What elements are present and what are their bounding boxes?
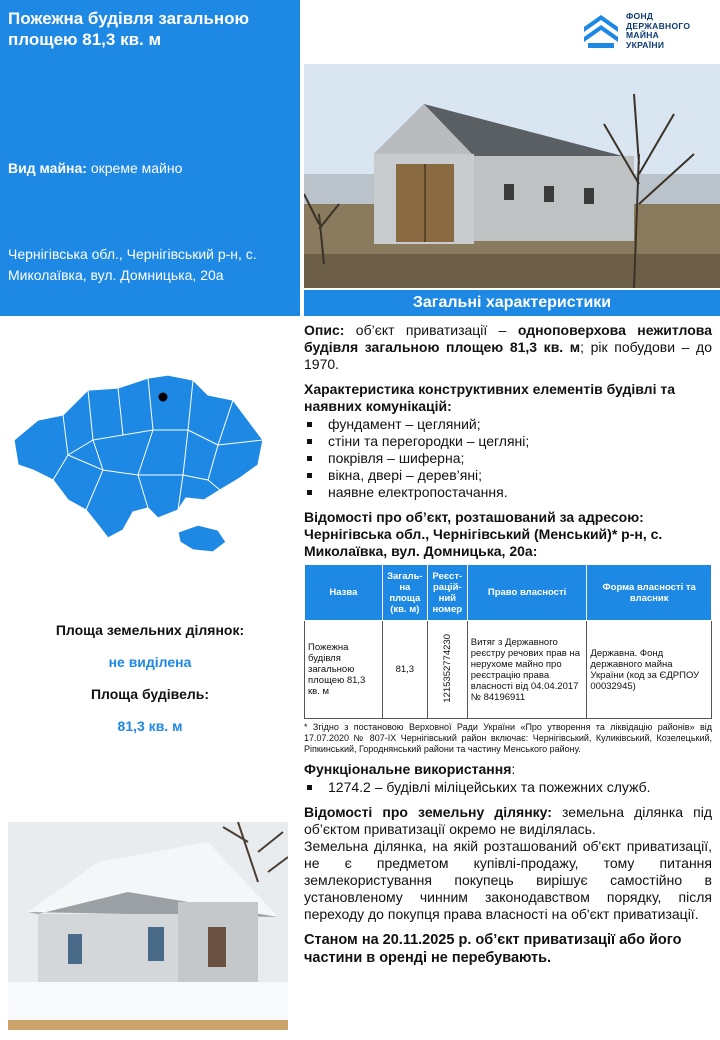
functional-list — [304, 779, 712, 796]
table-header-cell: Загаль-на площа (кв. м) — [382, 565, 427, 621]
property-address: Чернігівська обл., Чернігівський р-н, с. Миколаївка, вул. Домницька, 20а — [8, 246, 257, 283]
object-table — [304, 564, 712, 719]
land-summary — [8, 622, 292, 734]
land-plots-value: не виділена — [108, 654, 192, 670]
reg-number: 1215352774230 — [441, 633, 453, 703]
functional-heading — [304, 761, 712, 778]
list-item: 1274.2 – будівлі міліцейських та пожежних служб. — [304, 779, 712, 796]
land-info — [304, 804, 712, 838]
table-cell-owner: Державна. Фонд державного майна України (код за ЄДРПОУ 00032945) — [587, 621, 712, 719]
page-title: Пожежна будівля загальною площею 81,3 кв. м — [8, 9, 250, 49]
description-text-end: ; рік побудови – до 1970. — [304, 339, 712, 372]
fund-logo — [582, 12, 690, 50]
logo-line: УКРАЇНИ — [626, 39, 665, 50]
buildings-area-label: Площа будівель: — [90, 686, 210, 702]
table-cell-ownership: Витяг з Державного реєстру речових прав на нерухоме майно про реєстрацію права власності від 04.04.2017 № 84196911 — [467, 621, 587, 719]
list-item: фундамент – цегляний; — [304, 416, 712, 433]
land-info-text: земельна ділянка під об’єктом приватизації окремо не виділялась. — [304, 804, 712, 837]
object-info-heading — [304, 509, 712, 560]
lease-status: Станом на 20.11.2025 р. об’єкт приватизації або його частини в оренді не перебувають. — [304, 932, 682, 966]
land-info-label: Відомості про земельну ділянку: — [304, 804, 552, 820]
logo-line: ДЕРЖАВНОГО — [626, 20, 691, 31]
property-kind — [8, 160, 182, 176]
main-content — [304, 322, 712, 967]
constructive-heading: Характеристика конструктивних елементів будівлі та наявних комунікацій: — [304, 381, 675, 414]
header-panel — [0, 0, 300, 316]
land-plots-label: Площа земельних ділянок: — [55, 622, 245, 638]
fund-logo-text — [626, 12, 690, 50]
property-kind-value: окреме майно — [86, 160, 183, 176]
functional-heading-text: Функціональне використання — [304, 761, 512, 777]
section-title: Загальні характеристики — [304, 290, 720, 316]
footnote: * Згідно з постановою Верховної Ради України «Про утворення та ліквідацію районів» від 17.07.2020 № 807-IX Чернігівський район включає: Чернігівський, Куликівський, Козелецький, Ріпкинський, Городнянський райони та частину Менського району. — [304, 722, 712, 754]
description-label: Опис: — [304, 322, 345, 338]
table-cell-area: 81,3 — [382, 621, 427, 719]
table-cell-name: Пожежна будівля загальною площею 81,3 кв. м — [305, 621, 383, 719]
list-item: покрівля – шиферна; — [304, 450, 712, 467]
table-header-cell: Реєст-рацій-ний номер — [427, 565, 467, 621]
logo-line: ФОНД — [626, 11, 654, 21]
building-photo-winter-field — [304, 64, 720, 288]
fund-logo-icon — [582, 13, 620, 49]
list-item: наявне електропостачання. — [304, 484, 712, 501]
functional-colon: : — [511, 761, 516, 777]
table-header-row — [305, 565, 712, 621]
list-item: стіни та перегородки – цегляні; — [304, 433, 712, 450]
description — [304, 322, 712, 373]
land-info-details: Земельна ділянка, на якій розташований об'єкт приватизації, не є предметом купівлі-продажу, тому питання землекористування покупець вирішує самостійно в установленому чинним законодавством порядку, після переходу до покупця права власності на об'єкт приватизації. — [304, 838, 712, 922]
table-header-cell: Форма власності та власник — [587, 565, 712, 621]
table-header-cell: Назва — [305, 565, 383, 621]
buildings-area-value: 81,3 кв. м — [117, 718, 183, 734]
description-bold: одноповерхова нежитлова будівля загальною площею 81,3 кв. м — [304, 322, 712, 355]
logo-line: МАЙНА — [626, 30, 660, 40]
ukraine-map — [8, 360, 272, 565]
table-header-cell: Право власності — [467, 565, 587, 621]
constructive-list — [304, 416, 712, 501]
building-photo-snow — [8, 822, 288, 1030]
object-info-address: Чернігівська обл., Чернігівський (Менський)* р-н, с. Миколаївка, вул. Домницька, 20а: — [304, 526, 663, 559]
description-text: об’єкт приватизації – — [344, 322, 518, 338]
object-info-heading-line: Відомості про об’єкт, розташований за адресою: — [304, 509, 644, 525]
table-row — [305, 621, 712, 719]
property-kind-label: Вид майна: — [8, 160, 87, 176]
table-cell-reg — [427, 621, 467, 719]
list-item: вікна, двері – дерев’яні; — [304, 467, 712, 484]
